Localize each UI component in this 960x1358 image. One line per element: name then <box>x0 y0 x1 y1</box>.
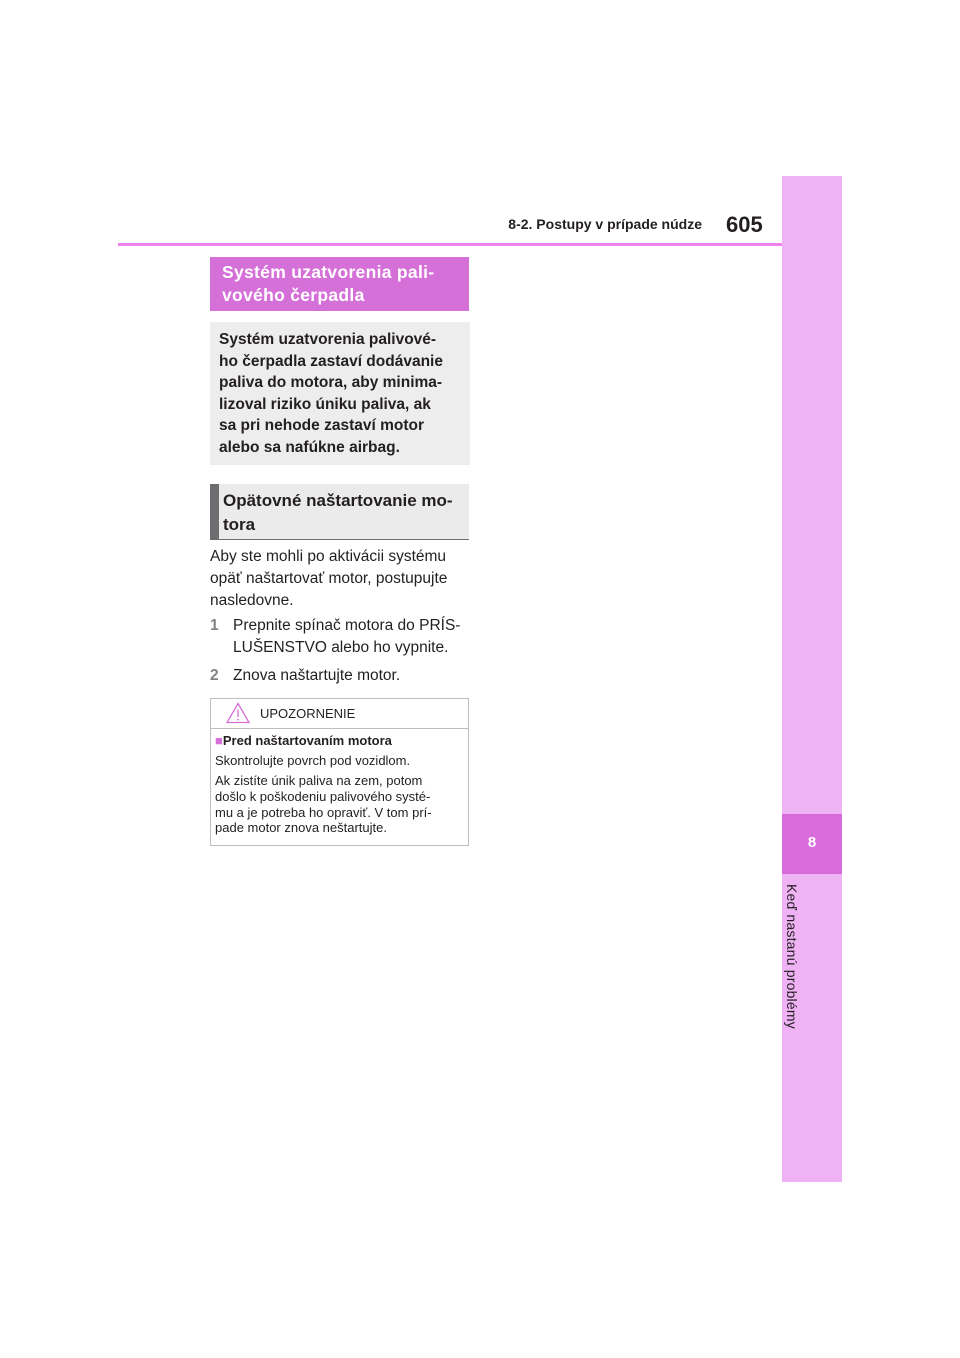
summary-line: Systém uzatvorenia palivové- <box>219 331 437 348</box>
warning-line: Ak zistíte únik paliva na zem, potom <box>215 773 423 788</box>
heading-line: tora <box>223 514 256 534</box>
warning-header <box>211 699 468 729</box>
heading-line: Opätovné naštartovanie mo- <box>223 491 453 510</box>
step-number: 1 <box>210 617 219 634</box>
warning-line: pade motor znova neštartujte. <box>215 820 387 836</box>
warning-box <box>210 698 469 846</box>
bullet-square-icon: ■ <box>215 733 223 748</box>
section-heading-fuel-pump-shutoff <box>210 257 469 311</box>
heading-line: Systém uzatvorenia pali- <box>222 262 435 282</box>
warning-line: mu a je potreba ho opraviť. V tom prí- <box>215 804 432 820</box>
heading-line: vového čerpadla <box>222 285 365 305</box>
heading-accent-bar <box>210 484 219 539</box>
step-line: LUŠENSTVO alebo ho vypnite. <box>233 638 449 656</box>
header-rule <box>118 243 782 246</box>
intro-line: nasledovne. <box>210 591 294 609</box>
warning-triangle-icon <box>226 702 250 724</box>
step-line: Znova naštartujte motor. <box>233 667 401 684</box>
heading-text <box>223 489 467 536</box>
intro-line: Aby ste mohli po aktivácii systému <box>210 548 447 565</box>
summary-line: alebo sa nafúkne airbag. <box>219 438 400 456</box>
warning-label: UPOZORNENIE <box>260 706 356 721</box>
intro-paragraph <box>210 546 470 611</box>
summary-line: sa pri nehode zastaví motor <box>219 417 424 435</box>
summary-box <box>210 322 470 465</box>
summary-line: ho čerpadla zastaví dodávanie <box>219 352 443 370</box>
step-text <box>233 615 473 659</box>
chapter-number: 8 <box>807 834 817 851</box>
warning-paragraph: Skontrolujte povrch pod vozidlom. <box>215 753 411 768</box>
step-number: 2 <box>210 667 219 684</box>
warning-line: došlo k poškodeniu palivového systé- <box>215 788 431 804</box>
step-line: Prepnite spínač motora do PRÍS- <box>233 617 461 634</box>
summary-line: lizoval riziko úniku paliva, ak <box>219 395 431 413</box>
warning-title <box>215 733 392 748</box>
step-text <box>233 665 473 687</box>
chapter-title: Keď nastanú problémy <box>784 884 800 1029</box>
page-number: 605 <box>726 212 763 237</box>
section-header: 8-2. Postupy v prípade núdze <box>508 216 702 232</box>
summary-line: paliva do motora, aby minima- <box>219 374 443 392</box>
warning-paragraph <box>215 773 463 836</box>
section-heading-engine-restart <box>210 484 469 540</box>
intro-line: opäť naštartovať motor, postupujte <box>210 569 448 587</box>
chapter-side-tab <box>782 176 842 1182</box>
warning-title-text: Pred naštartovaním motora <box>222 733 392 748</box>
